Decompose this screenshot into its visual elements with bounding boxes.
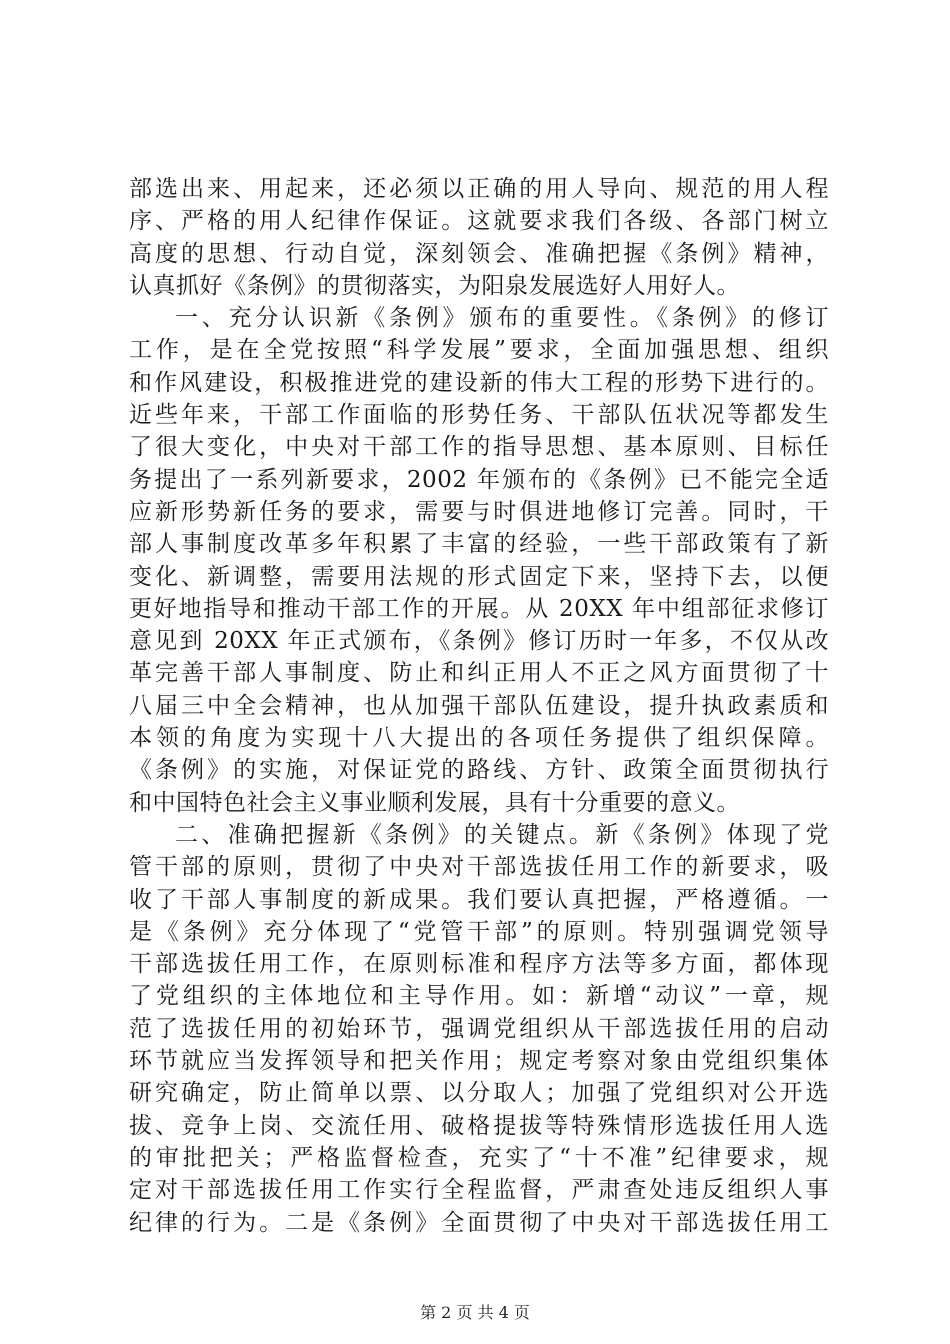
text-line: 部选出来、用起来，还必须以正确的用人导向、规范的用人程 — [129, 176, 829, 202]
text-line: 本领的角度为实现十八大提出的各项任务提供了组织保障。 — [129, 725, 829, 752]
text-line: 革完善干部人事制度、防止和纠正用人不正之风方面贯彻了十 — [129, 660, 829, 687]
text-line: 的审批把关；严格监督检查，充实了“十不准”纪律要求，规 — [129, 1144, 829, 1171]
text-line: 变化、新调整，需要用法规的形式固定下来，坚持下去，以便 — [129, 563, 829, 590]
text-line: 工作，是在全党按照“科学发展”要求，全面加强思想、组织 — [129, 337, 829, 364]
text-line: 环节就应当发挥领导和把关作用；规定考察对象由党组织集体 — [129, 1048, 829, 1075]
text-line: 范了选拔任用的初始环节，强调党组织从干部选拔任用的启动 — [129, 1015, 829, 1042]
text-line: 和中国特色社会主义事业顺利发展，具有十分重要的意义。 — [129, 789, 740, 816]
text-line: 了党组织的主体地位和主导作用。如：新增“动议”一章，规 — [129, 983, 829, 1010]
text-line: 拔、竞争上岗、交流任用、破格提拔等特殊情形选拔任用人选 — [129, 1112, 829, 1139]
text-line: 二、准确把握新《条例》的关键点。新《条例》体现了党 — [175, 821, 829, 848]
page-footer: 第 2 页 共 4 页 — [420, 1303, 530, 1322]
text-line: 研究确定，防止简单以票、以分取人；加强了党组织对公开选 — [129, 1080, 829, 1107]
text-line: 序、严格的用人纪律作保证。这就要求我们各级、各部门树立 — [129, 208, 829, 235]
text-line: 干部选拔任用工作，在原则标准和程序方法等多方面，都体现 — [129, 951, 829, 978]
text-line: 定对干部选拔任用工作实行全程监督，严肃查处违反组织人事 — [129, 1177, 829, 1204]
text-line: 和作风建设，积极推进党的建设新的伟大工程的形势下进行的。 — [129, 369, 829, 396]
text-line: 务提出了一系列新要求，2002 年颁布的《条例》已不能完全适 — [129, 466, 829, 493]
text-line: 部人事制度改革多年积累了丰富的经验，一些干部政策有了新 — [129, 531, 829, 558]
text-line: 更好地指导和推动干部工作的开展。从 20XX 年中组部征求修订 — [129, 595, 829, 622]
text-line: 一、充分认识新《条例》颁布的重要性。《条例》的修订 — [175, 305, 829, 332]
document-body — [129, 173, 829, 1239]
text-line: 管干部的原则，贯彻了中央对干部选拔任用工作的新要求，吸 — [129, 854, 829, 881]
text-line: 了很大变化，中央对干部工作的指导思想、基本原则、目标任 — [129, 434, 829, 461]
text-line: 近些年来，干部工作面临的形势任务、干部队伍状况等都发生 — [129, 402, 829, 429]
text-line: 认真抓好《条例》的贯彻落实，为阳泉发展选好人用好人。 — [129, 272, 740, 299]
text-line: 八届三中全会精神，也从加强干部队伍建设，提升执政素质和 — [129, 692, 829, 719]
text-line: 纪律的行为。二是《条例》全面贯彻了中央对干部选拔任用工 — [129, 1209, 829, 1236]
text-line: 是《条例》充分体现了“党管干部”的原则。特别强调党领导 — [129, 918, 829, 945]
text-line: 收了干部人事制度的新成果。我们要认真把握，严格遵循。一 — [129, 886, 829, 913]
text-line: 应新形势新任务的要求，需要与时俱进地修订完善。同时，干 — [129, 498, 829, 525]
text-line: 高度的思想、行动自觉，深刻领会、准确把握《条例》精神， — [129, 240, 829, 267]
text-line: 《条例》的实施，对保证党的路线、方针、政策全面贯彻执行 — [129, 757, 829, 784]
text-line: 意见到 20XX 年正式颁布，《条例》修订历时一年多，不仅从改 — [129, 628, 829, 655]
